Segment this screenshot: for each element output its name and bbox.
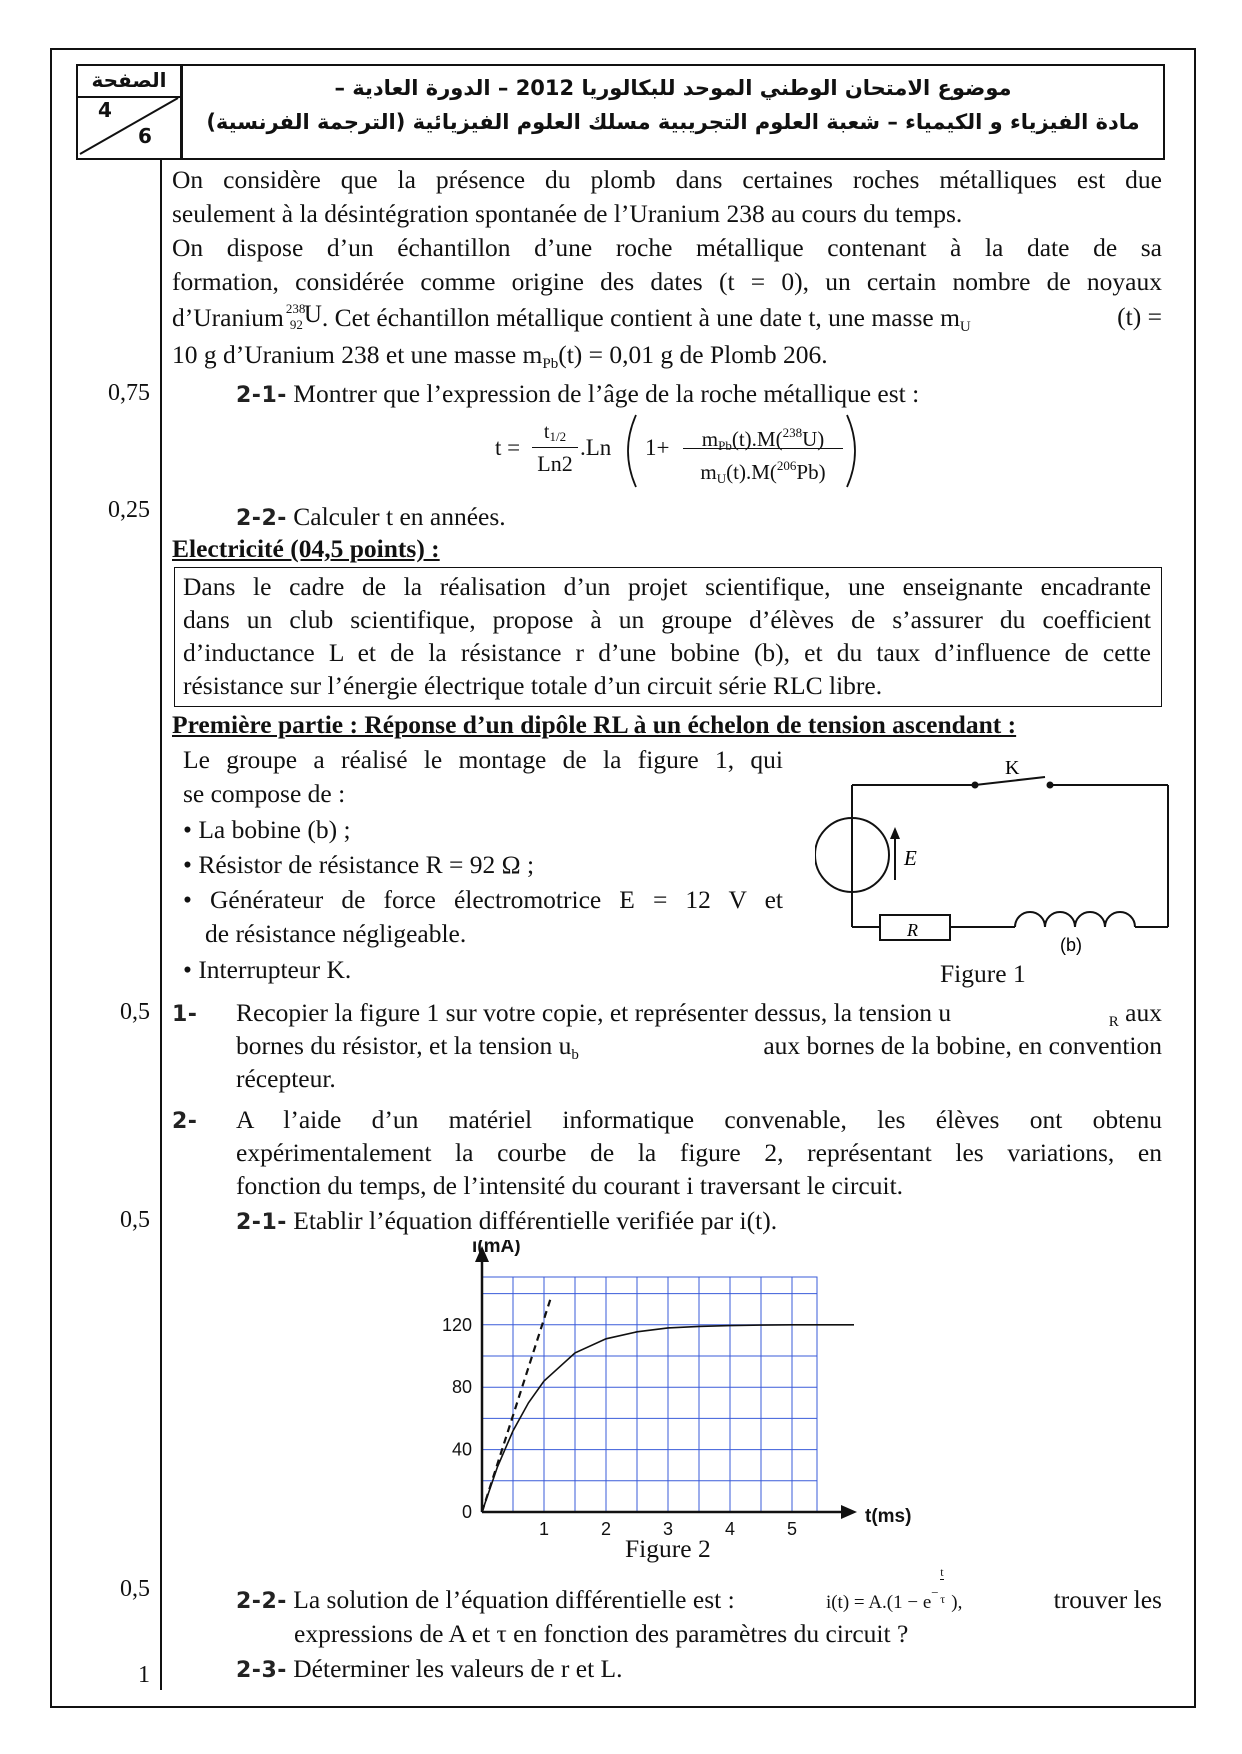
question-1-num: 1- bbox=[172, 1002, 198, 1027]
question-1-line-1-end: aux bbox=[1118, 998, 1162, 1027]
intro-line-6a: 10 g d’Uranium 238 et une masse m bbox=[172, 340, 543, 369]
ub-sub: b bbox=[571, 1047, 579, 1063]
question-2-2b-text: La solution de l’équation différentielle est : bbox=[293, 1585, 735, 1614]
question-2-num-wrap bbox=[172, 1103, 197, 1139]
question-2-2b-line-2: expressions de A et τ en fonction des paramètres du circuit ? bbox=[294, 1619, 909, 1648]
solution-eq-end: ), bbox=[951, 1592, 963, 1613]
solution-eq-base: i(t) = A.(1 − e bbox=[825, 1592, 932, 1613]
points-elec-q1: 0,5 bbox=[120, 999, 150, 1025]
electricity-title: Electricité (04,5 points) : bbox=[172, 534, 440, 563]
question-2-line-3: fonction du temps, de l’intensité du courant i traversant le circuit. bbox=[236, 1171, 904, 1200]
question-2-1b-text: Etablir l’équation différentielle verifiée par i(t). bbox=[293, 1206, 778, 1235]
question-2-2 bbox=[236, 500, 506, 536]
formula-num-sub: Pb bbox=[718, 438, 732, 453]
intro-line-5-end: (t) = bbox=[1117, 302, 1162, 331]
formula-den-a: m bbox=[700, 460, 717, 484]
chart-labels bbox=[442, 1240, 912, 1539]
switch-contact-right bbox=[1047, 782, 1054, 789]
setup-bullet-4-text: Interrupteur K. bbox=[198, 955, 352, 984]
question-2-1b-num: 2-1- bbox=[236, 1210, 287, 1235]
question-2-3 bbox=[236, 1652, 623, 1688]
mass-u-sub: U bbox=[959, 319, 971, 335]
question-2-2b-end: trouver les bbox=[1053, 1585, 1162, 1614]
setup-bullet-4: • Interrupteur K. bbox=[183, 955, 352, 984]
page-label: الصفحة bbox=[78, 66, 180, 98]
context-line-2: dans un club scientifique, propose à un groupe d’élèves de s’assurer du coefficient bbox=[183, 605, 1151, 634]
question-2-2-num: 2-2- bbox=[236, 506, 287, 531]
formula-left-paren bbox=[618, 413, 640, 489]
points-elec-q2-3: 1 bbox=[138, 1662, 150, 1688]
intro-line-6b: (t) = 0,01 g de Plomb 206. bbox=[558, 340, 828, 369]
resistor-r-label: R bbox=[907, 920, 918, 940]
exam-title-line1: موضوع الامتحان الوطني الموحد للبكالوريا 2012 – الدورة العادية – bbox=[334, 76, 1012, 100]
setup-bullet-2: • Résistor de résistance R = 92 Ω ; bbox=[183, 850, 535, 879]
points-elec-q2-2: 0,5 bbox=[120, 1576, 150, 1602]
chart-axes bbox=[475, 1246, 857, 1519]
coil-b-label: (b) bbox=[1060, 935, 1082, 955]
coil-b-symbol bbox=[1015, 912, 1135, 927]
switch-k-label: K bbox=[1005, 757, 1020, 779]
question-2-3-text: Déterminer les valeurs de r et L. bbox=[293, 1654, 623, 1683]
grid-border bbox=[482, 1277, 817, 1512]
setup-line-2: se compose de : bbox=[183, 779, 346, 808]
formula-num-c: U) bbox=[802, 427, 825, 451]
formula-frac1: t1/2 Ln2 bbox=[532, 413, 578, 480]
formula-right-paren bbox=[843, 413, 865, 489]
part1-title: Première partie : Réponse d’un dipôle RL à un échelon de tension ascendant : bbox=[172, 710, 1017, 739]
solution-equation bbox=[825, 1565, 963, 1620]
y-tick-label: 0 bbox=[461, 1502, 472, 1522]
uranium-word: d’Uranium bbox=[172, 303, 284, 332]
formula-ln: .Ln bbox=[580, 435, 612, 460]
page-number-box bbox=[76, 64, 182, 160]
x-tick-label: 5 bbox=[787, 1519, 798, 1539]
formula-frac2 bbox=[683, 413, 843, 496]
question-2-2b-num: 2-2- bbox=[236, 1589, 287, 1614]
setup-bullet-1-text: La bobine (b) ; bbox=[198, 815, 351, 844]
points-q2-1: 0,75 bbox=[108, 380, 150, 406]
formula-frac1-den: Ln2 bbox=[537, 451, 573, 476]
intro-line-6 bbox=[172, 338, 1162, 381]
question-1-line-2-b: aux bornes de la bobine, en convention bbox=[763, 1031, 1162, 1060]
formula-lhs: t = bbox=[495, 435, 521, 460]
context-line-3: d’inductance L et de la résistance r d’une bobine (b), et du taux d’influence de cette bbox=[183, 638, 1151, 667]
question-1-line-1-text: Recopier la figure 1 sur votre copie, et représenter dessus, la tension u bbox=[236, 998, 952, 1027]
setup-line-1: Le groupe a réalisé le montage de la figure 1, qui bbox=[183, 745, 783, 774]
exam-title-box bbox=[181, 64, 1165, 160]
y-tick-label: 80 bbox=[451, 1377, 472, 1398]
formula-num-a: m bbox=[701, 427, 719, 451]
question-2-line-1: A l’aide d’un matériel informatique convenable, les élèves ont obtenu bbox=[236, 1105, 1162, 1134]
mass-pb-sub: Pb bbox=[542, 356, 559, 372]
question-2-1-text: Montrer que l’expression de l’âge de la roche métallique est : bbox=[293, 379, 920, 408]
ur-sub: R bbox=[1108, 1014, 1119, 1030]
uranium-nuclide: 238 92 U bbox=[285, 301, 322, 332]
emf-arrow-head bbox=[890, 827, 900, 839]
age-formula bbox=[495, 413, 855, 489]
question-2-3-num: 2-3- bbox=[236, 1658, 287, 1683]
formula-num-sup: 238 bbox=[782, 425, 803, 440]
x-tick-label: 2 bbox=[601, 1519, 612, 1539]
y-tick-label: 120 bbox=[441, 1314, 472, 1335]
intro-line-2: seulement à la désintégration spontanée de l’Uranium 238 au cours du temps. bbox=[172, 199, 963, 228]
question-2-1 bbox=[236, 377, 919, 413]
setup-bullet-3-text: Générateur de force électromotrice E = 12 V et bbox=[210, 885, 783, 914]
formula-num-b: (t).M( bbox=[731, 427, 783, 451]
setup-bullet-2-text: Résistor de résistance R = 92 Ω ; bbox=[198, 850, 535, 879]
page-diagonal bbox=[78, 96, 180, 156]
question-2-1b bbox=[236, 1204, 777, 1240]
x-axis-label: t(ms) bbox=[865, 1506, 912, 1527]
question-1-line-2 bbox=[236, 1029, 1162, 1072]
solution-eq-exponent: − t τ bbox=[931, 1588, 951, 1608]
figure1-caption: Figure 1 bbox=[940, 959, 1026, 988]
page-num: 4 bbox=[98, 98, 112, 122]
question-2-line-2: expérimentalement la courbe de la figure 2, représentant les variations, en bbox=[236, 1138, 1162, 1167]
intro-line-3: On dispose d’un échantillon d’une roche métallique contenant à la date de sa bbox=[172, 233, 1162, 262]
points-elec-q2-1: 0,5 bbox=[120, 1207, 150, 1233]
intro-line-1: On considère que la présence du plomb dans certaines roches métalliques est due bbox=[172, 165, 1162, 194]
question-1-line-2-a: bornes du résistor, et la tension u bbox=[236, 1031, 572, 1060]
question-2-num: 2- bbox=[172, 1109, 198, 1134]
question-1-line-3: récepteur. bbox=[236, 1064, 336, 1093]
setup-bullet-3b: de résistance négligeable. bbox=[205, 919, 467, 948]
question-1-num-wrap bbox=[172, 996, 197, 1032]
y-axis-label: i(mA) bbox=[472, 1240, 521, 1257]
intro-line-5-mid: . Cet échantillon métallique contient à une date t, une masse m bbox=[321, 303, 960, 332]
context-line-1: Dans le cadre de la réalisation d’un projet scientifique, une enseignante encadrante bbox=[183, 572, 1151, 601]
question-2-2b bbox=[236, 1565, 1162, 1620]
figure1-circuit bbox=[815, 755, 1175, 955]
formula-den-c: Pb) bbox=[796, 460, 826, 484]
question-2-2-text: Calculer t en années. bbox=[293, 502, 506, 531]
exam-title-line2: مادة الفيزياء و الكيمياء – شعبة العلوم التجريبية مسلك العلوم الفيزيائية (الترجمة الفرنسية) bbox=[206, 110, 1140, 134]
x-tick-label: 1 bbox=[539, 1519, 550, 1539]
formula-den-sub: U bbox=[716, 471, 727, 486]
formula-one-plus: 1+ bbox=[645, 435, 670, 460]
switch-contact-left bbox=[972, 782, 979, 789]
setup-bullet-1: • La bobine (b) ; bbox=[183, 815, 351, 844]
points-q2-2: 0,25 bbox=[108, 497, 150, 523]
x-tick-label: 3 bbox=[663, 1519, 674, 1539]
chart-grid bbox=[482, 1277, 817, 1512]
setup-bullet-3: • Générateur de force électromotrice E = 12 V et bbox=[183, 885, 783, 914]
formula-den-sup: 206 bbox=[776, 458, 797, 473]
margin-line bbox=[160, 160, 162, 1690]
x-axis-arrow bbox=[841, 1505, 857, 1519]
emf-e-label: E bbox=[904, 846, 917, 870]
intro-line-4: formation, considérée comme origine des dates (t = 0), un certain nombre de noyaux bbox=[172, 267, 1162, 296]
figure2-chart bbox=[420, 1240, 940, 1540]
solution-eq-exp-den: τ bbox=[940, 1592, 946, 1606]
question-2-1-num: 2-1- bbox=[236, 383, 287, 408]
y-tick-label: 40 bbox=[451, 1439, 472, 1460]
figure2-caption: Figure 2 bbox=[625, 1534, 711, 1563]
formula-den-b: (t).M( bbox=[726, 460, 777, 484]
context-line-4: résistance sur l’énergie électrique totale d’un circuit série RLC libre. bbox=[183, 671, 883, 700]
page-total: 6 bbox=[138, 124, 152, 148]
x-tick-label: 4 bbox=[725, 1519, 736, 1539]
solution-eq-exp-num: t bbox=[940, 1565, 944, 1579]
